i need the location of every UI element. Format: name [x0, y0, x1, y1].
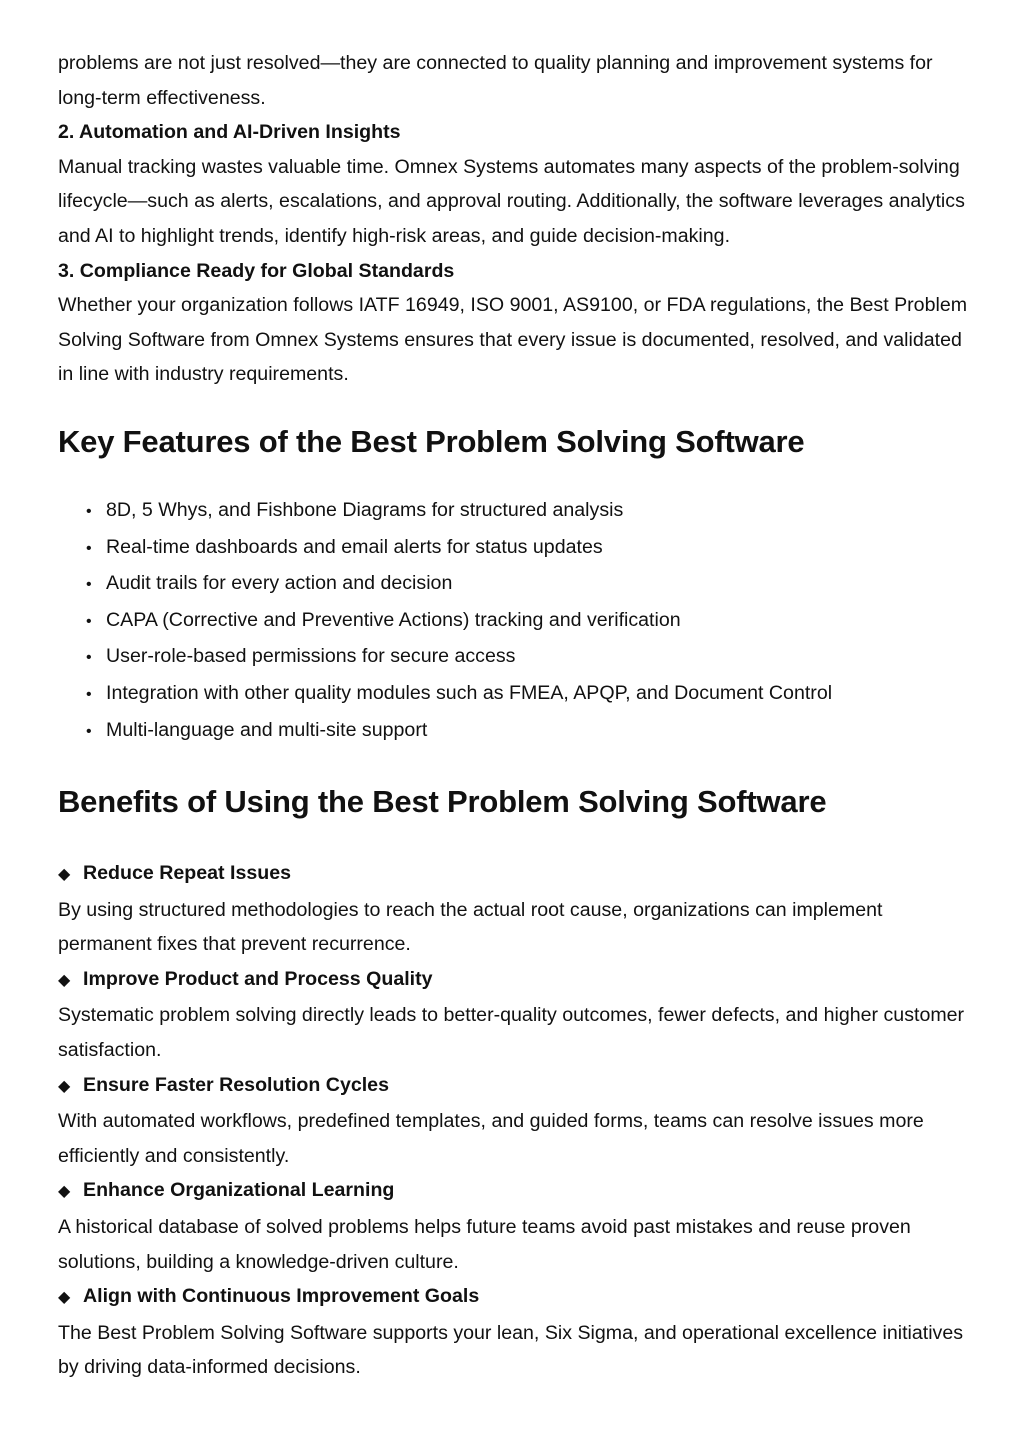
benefit-heading-row: [58, 856, 1024, 893]
feature-text: CAPA (Corrective and Preventive Actions) tracking and verification: [106, 608, 681, 631]
point-heading-compliance: 3. Compliance Ready for Global Standards: [58, 259, 455, 282]
benefit-heading-row: [58, 1279, 1024, 1316]
bullet-icon: •: [86, 685, 92, 703]
list-item: [86, 639, 1024, 676]
list-item: [86, 530, 1024, 567]
diamond-icon: ◆: [58, 971, 71, 989]
benefit-heading: Reduce Repeat Issues: [83, 862, 292, 885]
list-item: [86, 603, 1024, 640]
benefit-item: [58, 1068, 1024, 1174]
benefit-heading: Align with Continuous Improvement Goals: [83, 1285, 480, 1308]
benefit-heading: Ensure Faster Resolution Cycles: [83, 1073, 389, 1096]
feature-text: User-role-based permissions for secure access: [106, 645, 516, 668]
feature-text: 8D, 5 Whys, and Fishbone Diagrams for structured analysis: [106, 498, 624, 521]
benefit-heading-row: [58, 962, 1024, 999]
benefit-item: [58, 1173, 1024, 1279]
bullet-icon: •: [86, 722, 92, 740]
list-item: [86, 566, 1024, 603]
list-item: [86, 676, 1024, 713]
list-item: [86, 493, 1024, 530]
benefit-item: [58, 962, 1024, 1068]
point-body-compliance: Whether your organization follows IATF 16949, ISO 9001, AS9100, or FDA regulations, the Best Problem Solving Software from Omnex Systems ensures that every issue is documented, resolved, and validated in line with industry requirements.: [58, 294, 968, 386]
feature-text: Real-time dashboards and email alerts for status updates: [106, 535, 603, 558]
benefit-heading: Enhance Organizational Learning: [83, 1179, 395, 1202]
diamond-icon: ◆: [58, 1289, 71, 1307]
diamond-icon: ◆: [58, 1077, 71, 1095]
benefit-body: With automated workflows, predefined templates, and guided forms, teams can resolve issues more efficiently and consistently.: [58, 1110, 924, 1167]
benefits-list: [58, 856, 1024, 1385]
benefit-heading-row: [58, 1173, 1024, 1210]
benefit-body: Systematic problem solving directly leads to better-quality outcomes, fewer defects, and higher customer satisfaction.: [58, 1004, 965, 1062]
bullet-icon: •: [86, 576, 92, 594]
benefit-item: [58, 1279, 1024, 1385]
feature-text: Integration with other quality modules such as FMEA, APQP, and Document Control: [106, 681, 833, 704]
benefit-body: A historical database of solved problems helps future teams avoid past mistakes and reuse proven solutions, building a knowledge-driven culture.: [58, 1216, 911, 1273]
feature-text: Audit trails for every action and decision: [106, 572, 453, 595]
point-body-automation: Manual tracking wastes valuable time. Omnex Systems automates many aspects of the problem-solving lifecycle—such as alerts, escalations, and approval routing. Additionally, the software leverages analytics and AI to highlight trends, identify high-risk areas, and guide decision-making.: [58, 155, 965, 247]
benefit-body: The Best Problem Solving Software supports your lean, Six Sigma, and operational excellence initiatives by driving data-informed decisions.: [58, 1321, 964, 1379]
bullet-icon: •: [86, 649, 92, 667]
feature-text: Multi-language and multi-site support: [106, 718, 428, 741]
benefit-heading: Improve Product and Process Quality: [83, 967, 433, 990]
benefit-body: By using structured methodologies to reach the actual root cause, organizations can implement permanent fixes that prevent recurrence.: [58, 898, 883, 956]
bullet-icon: •: [86, 502, 92, 520]
diamond-icon: ◆: [58, 866, 71, 884]
bullet-icon: •: [86, 612, 92, 630]
point-heading-automation: 2. Automation and AI-Driven Insights: [58, 121, 401, 144]
bullet-icon: •: [86, 539, 92, 557]
features-section-title: Key Features of the Best Problem Solving Software: [58, 423, 805, 459]
benefits-section-title: Benefits of Using the Best Problem Solving Software: [58, 784, 827, 820]
features-list: [86, 493, 1024, 749]
intro-continuation-paragraph: problems are not just resolved—they are connected to quality planning and improvement systems for long-term effectiveness.: [58, 52, 933, 109]
diamond-icon: ◆: [58, 1183, 71, 1201]
benefit-item: [58, 856, 1024, 962]
benefit-heading-row: [58, 1068, 1024, 1105]
list-item: [86, 713, 1024, 750]
